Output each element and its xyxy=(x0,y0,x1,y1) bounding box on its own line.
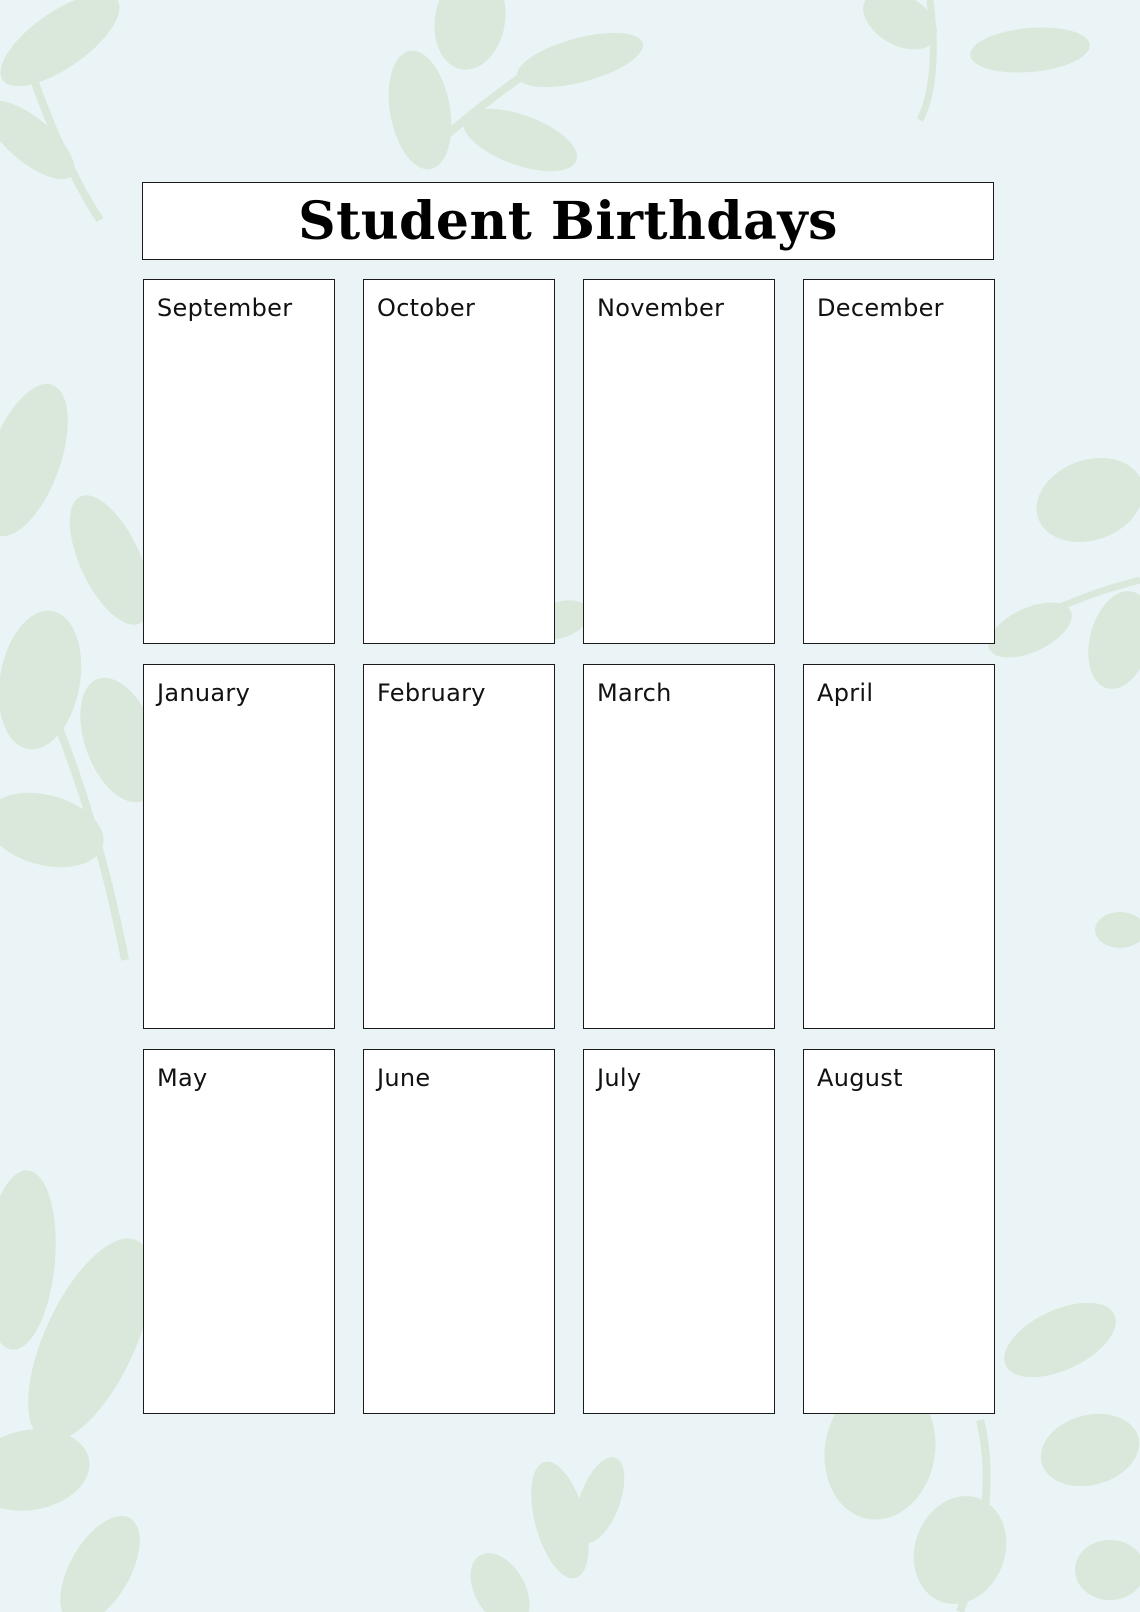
month-box-february[interactable] xyxy=(363,664,555,1029)
month-label: December xyxy=(817,294,944,322)
month-grid xyxy=(143,279,995,1415)
month-box-september[interactable] xyxy=(143,279,335,644)
month-label: June xyxy=(377,1064,431,1092)
month-box-october[interactable] xyxy=(363,279,555,644)
month-label: March xyxy=(597,679,672,707)
month-box-august[interactable] xyxy=(803,1049,995,1414)
month-label: January xyxy=(157,679,251,707)
month-label: October xyxy=(377,294,476,322)
month-box-november[interactable] xyxy=(583,279,775,644)
month-box-march[interactable] xyxy=(583,664,775,1029)
month-label: May xyxy=(157,1064,208,1092)
month-box-january[interactable] xyxy=(143,664,335,1029)
page-title: Student Birthdays xyxy=(298,190,838,252)
title-banner xyxy=(142,182,994,260)
month-label: April xyxy=(817,679,874,707)
month-label: July xyxy=(597,1064,642,1092)
month-box-may[interactable] xyxy=(143,1049,335,1414)
month-box-june[interactable] xyxy=(363,1049,555,1414)
month-label: August xyxy=(817,1064,903,1092)
month-label: September xyxy=(157,294,293,322)
month-box-december[interactable] xyxy=(803,279,995,644)
month-label: November xyxy=(597,294,725,322)
month-box-july[interactable] xyxy=(583,1049,775,1414)
month-label: February xyxy=(377,679,486,707)
month-box-april[interactable] xyxy=(803,664,995,1029)
